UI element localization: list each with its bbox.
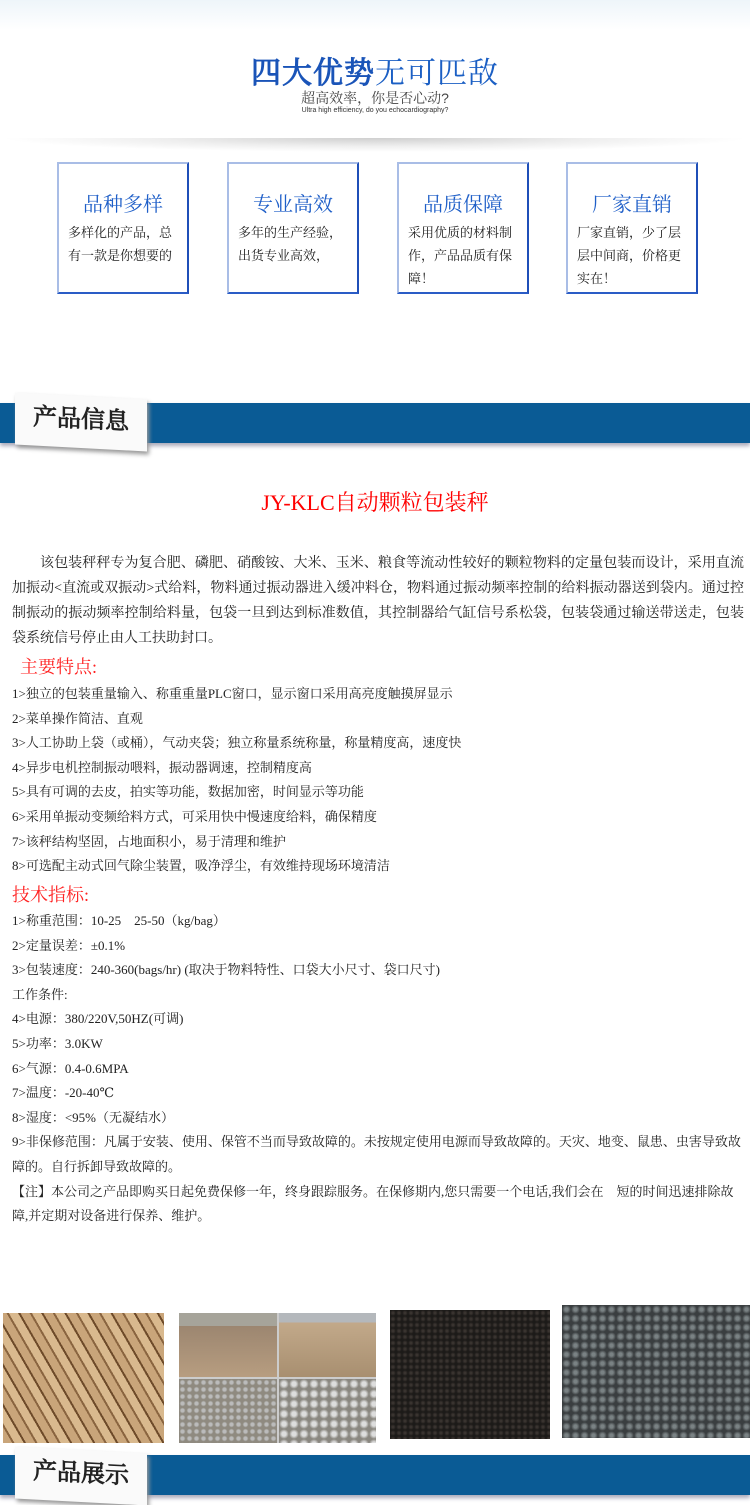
list-item: 7>温度：-20-40℃ (12, 1085, 115, 1101)
dark-soil-image (390, 1310, 550, 1439)
list-item: 6>采用单振动变频给料方式，可采用快中慢速度给料，确保精度 (12, 808, 377, 824)
advantage-card (566, 162, 698, 294)
card-body: 多样化的产品，总有一款是你想要的 (68, 225, 173, 263)
list-item: 4>电源：380/220V,50HZ(可调) (12, 1011, 184, 1027)
hero-title-rest: 无可匹敌 (375, 57, 499, 90)
list-item: 3>包装速度：240-360(bags/hr) (取决于物料特性、口袋大小尺寸、袋口尺寸) (12, 962, 440, 978)
card-title: 品质保障 (423, 194, 503, 216)
list-item: 8>湿度：<95%（无凝结水） (12, 1109, 174, 1125)
list-item: 1>称重范围：10-25 25-50（kg/bag） (12, 913, 226, 928)
advantage-card (227, 162, 359, 294)
card-body: 多年的生产经验，出货专业高效， (238, 225, 343, 263)
list-item: 【注】本公司之产品即购买日起免费保修一年，终身跟踪服务。在保修期内,您只需要一个电话,我们会在 短的时间迅速排除故障,并定期对设备进行保养、维护。 (12, 1183, 734, 1224)
list-item: 2>定量误差：±0.1% (12, 937, 126, 953)
card-body: 采用优质的材料制作，产品品质有保障！ (408, 225, 513, 286)
list-item: 6>气源：0.4-0.6MPA (12, 1060, 129, 1076)
card-title: 厂家直销 (592, 194, 672, 216)
product-title: JY-KLC自动颗粒包装秤 (261, 490, 489, 515)
hero-subtitle-en: Ultra high efficiency, do you echocardiography? (301, 107, 449, 114)
advantage-card (57, 162, 189, 294)
advantage-card (397, 162, 529, 294)
wood-pellets-image (3, 1313, 164, 1443)
product-intro: 该包装秤秤专为复合肥、磷肥、硝酸铵、大米、玉米、粮食等流动性较好的颗粒物料的定量包装而设计，采用直流加振动<直流或双振动>式给料，物料通过振动器进入缓冲料仓，物料通过振动频率控制的给料振动器送到袋内。通过控制振动的振动频率控制给料量，包袋一旦到达到标准数值，其控制器给气缸信号系松袋，包装袋通过输送带送走，包装袋系统信号停止由人工扶助封口。 (12, 556, 744, 646)
section-title-info: 产品信息 (15, 393, 147, 452)
specs-list (12, 909, 746, 1229)
card-body: 厂家直销，少了层层中间商，价格更实在！ (577, 225, 682, 286)
list-item: 5>具有可调的去皮，拍实等功能，数据加密，时间显示等功能 (12, 784, 364, 800)
mineral-collage-image (179, 1313, 376, 1443)
list-item: 3>人工协助上袋（或桶），气动夹袋；独立称量系统称量，称量精度高，速度快 (12, 735, 462, 751)
hero-subtitle: 超高效率，你是否心动? (301, 90, 449, 106)
list-item: 7>该秤结构坚固，占地面积小，易于清理和维护 (12, 833, 286, 849)
list-item: 1>独立的包装重量输入、称重重量PLC窗口，显示窗口采用高亮度触摸屏显示 (12, 686, 453, 701)
hero-title-bold: 四大优势 (251, 57, 375, 90)
list-item: 4>异步电机控制振动喂料，振动器调速，控制精度高 (12, 759, 312, 775)
list-item: 8>可选配主动式回气除尘装置，吸净浮尘，有效维持现场环境清洁 (12, 858, 390, 874)
features-heading: 主要特点: (20, 657, 98, 677)
hero-title (0, 48, 750, 92)
list-item: 9>非保修范围：凡属于安装、使用、保管不当而导致故障的。未按规定使用电源而导致故障的。天灾、地变、鼠患、虫害导致故障的。自行拆卸导致故障的。 (12, 1134, 741, 1174)
divider-shadow (0, 138, 750, 152)
features-list (12, 682, 746, 879)
gray-pellets-image (562, 1305, 750, 1438)
list-item: 5>功率：3.0KW (12, 1035, 103, 1051)
section-title-display: 产品展示 (15, 1447, 147, 1505)
card-title: 品种多样 (83, 194, 163, 216)
card-title: 专业高效 (253, 194, 333, 216)
specs-heading: 技术指标: (12, 885, 90, 905)
list-item: 2>菜单操作简洁、直观 (12, 710, 143, 726)
list-item: 工作条件: (12, 986, 68, 1002)
top-glow (0, 0, 750, 30)
